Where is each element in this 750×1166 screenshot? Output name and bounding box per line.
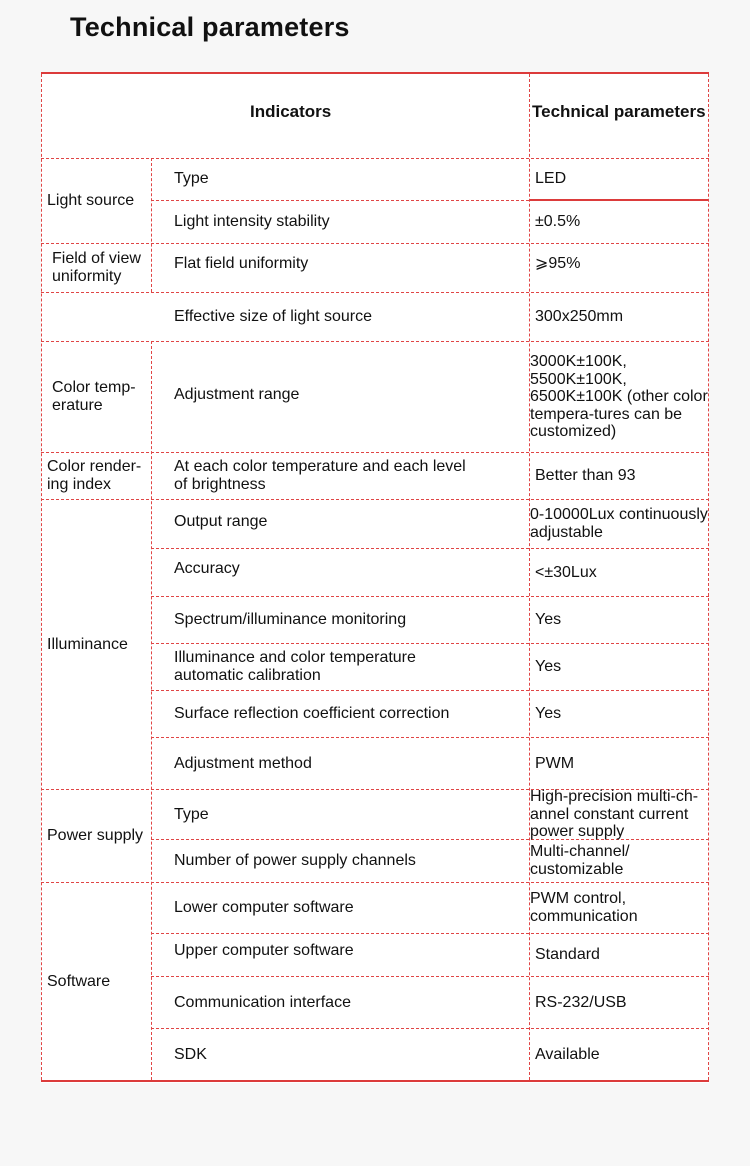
indicator-power-channels: Number of power supply channels <box>174 852 416 870</box>
value-effective-size: 300x250mm <box>535 308 624 326</box>
value-output-range: 0-10000Lux continuously adjustable <box>530 506 708 541</box>
value-flat-field-uniformity: ⩾95% <box>535 255 581 273</box>
indicator-light-intensity-stability: Light intensity stability <box>174 213 330 231</box>
value-adjustment-range: 3000K±100K, 5500K±100K, 6500K±100K (other color tempera-tures can be customized) <box>530 353 708 441</box>
table-bottom-border <box>41 1080 709 1082</box>
value-power-channels: Multi-channel/ customizable <box>530 843 630 878</box>
group-label-illuminance: Illuminance <box>47 635 128 653</box>
indicator-power-type: Type <box>174 805 209 823</box>
indicator-adjustment-range: Adjustment range <box>174 386 300 404</box>
indicator-effective-size: Effective size of light source <box>174 308 373 326</box>
table-left-border <box>41 74 42 1080</box>
group-label-light-source: Light source <box>47 191 135 209</box>
group-label-software: Software <box>47 972 111 990</box>
indicator-adjustment-method: Adjustment method <box>174 754 312 772</box>
value-upper-software: Standard <box>535 946 600 964</box>
column-divider <box>151 158 152 292</box>
value-adjustment-method: PWM <box>535 754 575 772</box>
indicator-lower-software: Lower computer software <box>174 899 354 917</box>
indicator-surface-reflection: Surface reflection coefficient correction <box>174 705 450 723</box>
page-title: Technical parameters <box>70 12 350 42</box>
indicator-spectrum-monitoring: Spectrum/illuminance monitoring <box>174 611 407 629</box>
indicator-upper-software: Upper computer software <box>174 942 354 960</box>
indicator-output-range: Output range <box>174 513 268 531</box>
header-indicators: Indicators <box>250 101 332 121</box>
group-label-color-rendering: Color render-ing index <box>47 458 142 493</box>
indicator-communication-interface: Communication interface <box>174 993 351 1011</box>
group-label-field-of-view: Field of view uniformity <box>52 250 141 285</box>
value-auto-calibration: Yes <box>535 658 562 676</box>
value-sdk: Available <box>535 1045 600 1063</box>
value-communication-interface: RS-232/USB <box>535 993 627 1011</box>
value-lower-software: PWM control, communication <box>530 890 638 925</box>
value-surface-reflection: Yes <box>535 705 562 723</box>
value-light-intensity-stability: ±0.5% <box>535 213 581 231</box>
group-label-power-supply: Power supply <box>47 827 144 845</box>
value-type: LED <box>535 170 567 188</box>
value-spectrum-monitoring: Yes <box>535 611 562 629</box>
value-color-rendering: Better than 93 <box>535 467 636 485</box>
indicator-type: Type <box>174 170 209 188</box>
value-power-type: High-precision multi-ch-annel constant current power supply <box>530 788 699 841</box>
column-divider <box>151 341 152 1080</box>
indicator-accuracy: Accuracy <box>174 560 240 578</box>
indicator-sdk: SDK <box>174 1045 207 1063</box>
header-technical-parameters: Technical parameters <box>532 101 706 121</box>
group-label-color-temperature: Color temp-erature <box>52 379 136 414</box>
value-accuracy: <±30Lux <box>535 563 597 581</box>
indicator-auto-calibration: Illuminance and color temperature automatic calibration <box>174 649 416 684</box>
indicator-color-rendering: At each color temperature and each level of brightness <box>174 458 466 493</box>
indicator-flat-field-uniformity: Flat field uniformity <box>174 255 309 273</box>
table-top-border <box>41 72 709 74</box>
technical-parameters-table <box>41 72 709 1083</box>
